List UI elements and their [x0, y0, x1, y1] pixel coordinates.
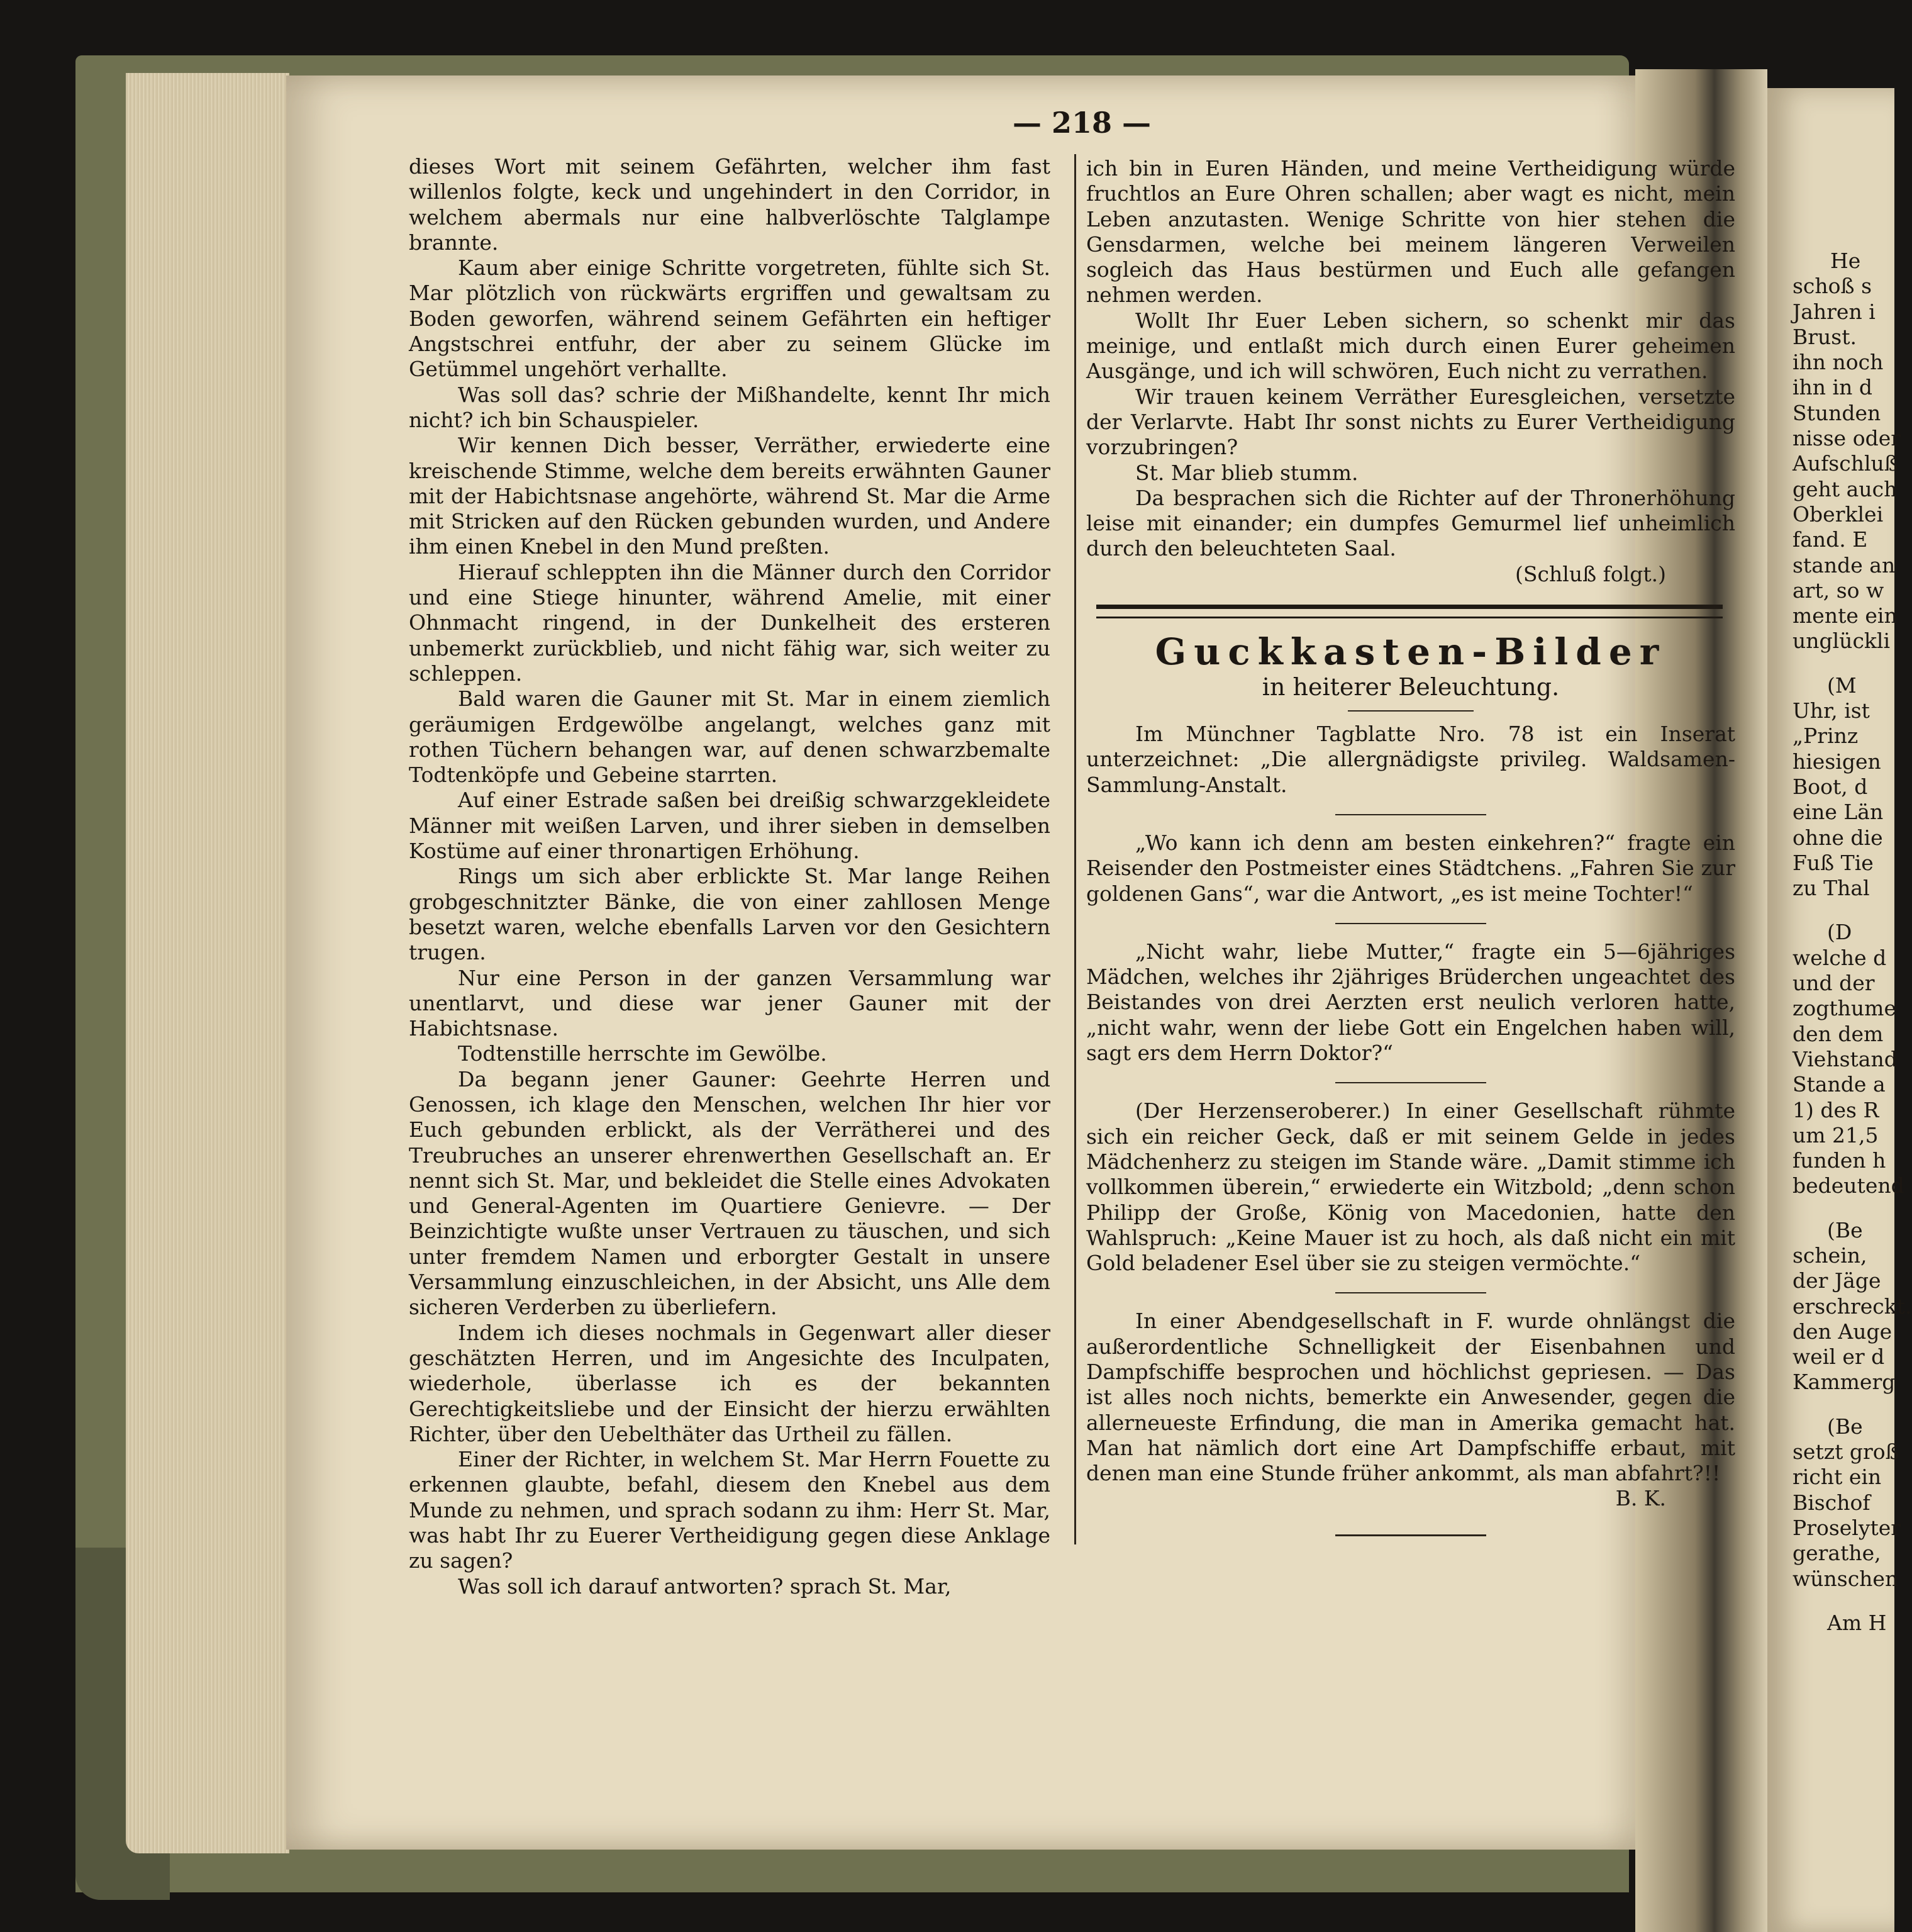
- text-fragment: Brust.: [1792, 324, 1857, 349]
- text-fragment: art, so w: [1792, 578, 1884, 603]
- text-fragment: und der: [1792, 971, 1875, 996]
- anecdote: „Nicht wahr, liebe Mutter,“ fragte ein 5—6jähriges Mädchen, welches ihr 2jähriges Brüderchen ungeachtet des Beistandes von drei Aerzten erst neulich verloren hatte, „nicht wahr, wenn der liebe Gott ein Engelchen haben will, sagt ers dem Herrn Doktor?“: [1086, 939, 1735, 1066]
- text-fragment: Fuß Tie: [1792, 850, 1874, 875]
- text-fragment: hiesigen: [1792, 749, 1881, 774]
- text-fragment: Proselyter: [1792, 1515, 1901, 1540]
- text-fragment: (M: [1827, 673, 1857, 698]
- divider: [1335, 814, 1486, 815]
- section-subtitle: in heiterer Beleuchtung.: [1262, 673, 1560, 701]
- paragraph: dieses Wort mit seinem Gefährten, welcher ihm fast willenlos folgte, keck und ungehindert in den Corridor, in welchem abermals nur eine halbverlöschte Talglampe brannte.: [409, 154, 1050, 255]
- text-fragment: setzt groß: [1792, 1439, 1899, 1465]
- text-fragment: (Be: [1827, 1414, 1863, 1439]
- text-fragment: (D: [1827, 920, 1852, 945]
- text-fragment: 1) des R: [1792, 1097, 1879, 1122]
- section-separator: [1096, 605, 1723, 618]
- text-fragment: funden h: [1792, 1148, 1886, 1173]
- text-fragment: geht auch: [1792, 476, 1898, 501]
- text-fragment: zu Thal: [1792, 876, 1870, 901]
- paragraph: St. Mar blieb stumm.: [1135, 460, 1359, 485]
- paragraph: Was soll das? schrie der Mißhandelte, kennt Ihr mich nicht? ich bin Schauspieler.: [409, 382, 1050, 432]
- left-column: [409, 154, 1050, 1599]
- paragraph: Rings um sich aber erblickte St. Mar lange Reihen grobgeschnitzter Bänke, die von einer zahllosen Menge besetzt waren, welche ebenfalls Larven vor den Gesichtern trugen.: [409, 864, 1050, 965]
- page-edges: [126, 73, 289, 1853]
- text-fragment: gerathe,: [1792, 1541, 1881, 1566]
- page-number: — 218 —: [1012, 106, 1152, 140]
- paragraph: Nur eine Person in der ganzen Versammlung war unentlarvt, und diese war jener Gauner mit der Habichtsnase.: [409, 965, 1050, 1041]
- text-fragment: stande an: [1792, 552, 1896, 578]
- paragraph: Bald waren die Gauner mit St. Mar in einem ziemlich geräumigen Erdgewölbe angelangt, welches ganz mit rothen Tüchern behangen war, auf denen schwarzbemalte Todtenköpfe und Gebeine starrten.: [409, 686, 1050, 788]
- continued-note: (Schluß folgt.): [1515, 561, 1666, 586]
- text-fragment: fand. E: [1792, 527, 1868, 552]
- divider: [1335, 923, 1486, 924]
- paragraph: Kaum aber einige Schritte vorgetreten, fühlte sich St. Mar plötzlich von rückwärts ergriffen und gewaltsam zu Boden geworfen, während seinem Gefährten ein heftiger Angstschrei entfuhr, der aber zu seinem Glücke im Getümmel ungehört verhallte.: [409, 255, 1050, 382]
- paragraph: Wir kennen Dich besser, Verräther, erwiederte eine kreischende Stimme, welche dem bereits erwähnten Gauner mit der Habichtsnase angehörte, während St. Mar die Arme mit Stricken auf den Rücken gebunden wurden, und Andere ihm einen Knebel in den Mund preßten.: [409, 433, 1050, 559]
- text-fragment: eine Län: [1792, 800, 1884, 825]
- text-fragment: um 21,5: [1792, 1122, 1879, 1147]
- paragraph: Wollt Ihr Euer Leben sichern, so schenkt mir das meinige, und entlaßt mich durch einen Eurer geheimen Ausgänge, und ich will schwören, Euch nicht zu verrathen.: [1086, 308, 1735, 384]
- right-page-column: [1792, 248, 1912, 1636]
- text-fragment: schoß s: [1792, 274, 1872, 299]
- paragraph: Da besprachen sich die Richter auf der Thronerhöhung leise mit einander; ein dumpfes Gemurmel lief unheimlich durch den beleuchteten Saal.: [1086, 485, 1735, 561]
- paragraph: Da begann jener Gauner: Geehrte Herren und Genossen, ich klage den Menschen, welchen Ihr hier vor Euch gebunden erblickt, als der Verrätherei und des Treubruches an unserer ehrenwerthen Gesellschaft an. Er nennt sich St. Mar, und bekleidet die Stelle eines Advokaten und General-Agenten im Quartiere Genievre. — Der Beinzichtigte wußte unser Vertrauen zu täuschen, und sich unter fremdem Namen und erborgter Gestalt in unsere Versammlung einzuschleichen, in der Absicht, uns Alle dem sicheren Verderben zu überliefern.: [409, 1066, 1050, 1320]
- text-fragment: Uhr, ist: [1792, 698, 1870, 723]
- text-fragment: Am H: [1827, 1610, 1887, 1635]
- middle-column: [1086, 156, 1735, 1536]
- text-fragment: ihn noch: [1792, 350, 1884, 375]
- text-fragment: Stunden: [1792, 400, 1881, 425]
- text-fragment: Bischof: [1792, 1490, 1870, 1515]
- text-fragment: „Prinz: [1792, 723, 1859, 749]
- text-fragment: erschreckt.: [1792, 1293, 1912, 1319]
- divider: [1335, 1292, 1486, 1293]
- text-fragment: Aufschluß: [1792, 451, 1898, 476]
- section-title: Guckkasten-Bilder: [1155, 630, 1667, 674]
- text-fragment: (Be: [1827, 1217, 1863, 1242]
- end-rule: [1335, 1534, 1486, 1536]
- text-fragment: bedeutend: [1792, 1173, 1904, 1198]
- anecdote: Im Münchner Tagblatte Nro. 78 ist ein Inserat unterzeichnet: „Die allergnädigste privileg. Waldsamen-Sammlung-Anstalt.: [1086, 722, 1735, 797]
- spacer: [1792, 1395, 1894, 1414]
- anecdote: In einer Abendgesellschaft in F. wurde ohnlängst die außerordentliche Schnelligkeit der Eisenbahnen und Dampfschiffe besprochen und höchlichst gepriesen. — Das ist alles noch nichts, bemerkte ein Anwesender, gegen die allerneueste Erfindung, die man in Amerika gemacht hat. Man hat nämlich dort eine Art Dampfschiffe erbaut, mit denen man eine Stunde früher ankommt, als man abfahrt?!!: [1086, 1309, 1735, 1486]
- anecdote: „Wo kann ich denn am besten einkehren?“ fragte ein Reisender den Postmeister eines Städtchens. „Fahren Sie zur goldenen Gans“, war die Antwort, „es ist meine Tochter!“: [1086, 830, 1735, 906]
- paragraph: Auf einer Estrade saßen bei dreißig schwarzgekleidete Männer mit weißen Larven, und ihrer sieben in demselben Kostüme auf einer thronartigen Erhöhung.: [409, 788, 1050, 864]
- divider: [1348, 710, 1474, 712]
- paragraph: Wir trauen keinem Verräther Euresgleichen, versetzte der Verlarvte. Habt Ihr sonst nichts zu Eurer Vertheidigung vorzubringen?: [1086, 384, 1735, 460]
- divider: [1335, 1082, 1486, 1083]
- text-fragment: zogthume: [1792, 996, 1896, 1021]
- text-fragment: Jahren i: [1792, 299, 1876, 324]
- column-divider: [1074, 154, 1076, 1544]
- text-fragment: ohne die: [1792, 825, 1883, 850]
- text-fragment: schein,: [1792, 1242, 1867, 1268]
- paragraph: Was soll ich darauf antworten? sprach St. Mar,: [458, 1573, 952, 1599]
- text-fragment: Boot, d: [1792, 774, 1868, 799]
- paragraph: Einer der Richter, in welchem St. Mar Herrn Fouette zu erkennen glaubte, befahl, diesem den Knebel aus dem Munde zu nehmen, und sprach sodann zu ihm: Herr St. Mar, was habt Ihr zu Euerer Vertheidigung gegen diese Anklage zu sagen?: [409, 1447, 1050, 1573]
- spacer: [1792, 654, 1894, 673]
- spacer: [1792, 1592, 1894, 1611]
- text-fragment: welche d: [1792, 945, 1887, 970]
- text-fragment: der Jäge: [1792, 1268, 1881, 1293]
- text-fragment: den dem: [1792, 1021, 1884, 1046]
- text-fragment: unglückli: [1792, 628, 1891, 654]
- text-fragment: nisse oder: [1792, 426, 1901, 451]
- text-fragment: He: [1830, 248, 1861, 273]
- text-fragment: weil er d: [1792, 1344, 1885, 1370]
- text-fragment: richt ein: [1792, 1465, 1882, 1490]
- text-fragment: Oberklei: [1792, 501, 1884, 527]
- paragraph: Todtenstille herrschte im Gewölbe.: [458, 1041, 827, 1066]
- paragraph: Indem ich dieses nochmals in Gegenwart aller dieser geschätzten Herren, und im Angesichte des Inculpaten, wiederhole, überlasse ich es der bekannten Gerechtigkeitsliebe und der Einsicht der hierzu erwählten Richter, über den Uebelthäter das Urtheil zu fällen.: [409, 1320, 1050, 1446]
- text-fragment: Kammerg: [1792, 1370, 1896, 1395]
- signature: B. K.: [1615, 1486, 1666, 1511]
- text-fragment: Stande a: [1792, 1072, 1886, 1097]
- paragraph: Hierauf schleppten ihn die Männer durch den Corridor und eine Stiege hinunter, während Amelie, mit einer Ohnmacht ringend, in der Dunkelheit des ersteren unbemerkt zurückblieb, und nicht fähig war, sich weiter zu schleppen.: [409, 559, 1050, 686]
- text-fragment: ihn in d: [1792, 375, 1872, 400]
- text-fragment: den Auge: [1792, 1319, 1893, 1344]
- text-fragment: Viehstand: [1792, 1046, 1898, 1071]
- text-fragment: mente ein: [1792, 603, 1898, 628]
- text-fragment: wünschen: [1792, 1566, 1899, 1591]
- spacer: [1792, 1199, 1894, 1218]
- paragraph: ich bin in Euren Händen, und meine Vertheidigung würde fruchtlos an Eure Ohren schallen; aber wagt es nicht, mein Leben anzutasten. Wenige Schritte von hier stehen die Gensdarmen, welche bei meinem längeren Verweilen sogleich das Haus bestürmen und Euch alle gefangen nehmen werden.: [1086, 156, 1735, 308]
- spacer: [1792, 901, 1894, 920]
- anecdote: (Der Herzenseroberer.) In einer Gesellschaft rühmte sich ein reicher Geck, daß er mit seinem Gelde in jedes Mädchenherz zu steigen im Stande wäre. „Damit stimme ich vollkommen überein,“ erwiederte ein Witzbold; „denn schon Philipp der Große, König von Macedonien, hatte den Wahlspruch: „Keine Mauer ist zu hoch, als daß nicht ein mit Gold beladener Esel über sie zu steigen vermöchte.“: [1086, 1098, 1735, 1276]
